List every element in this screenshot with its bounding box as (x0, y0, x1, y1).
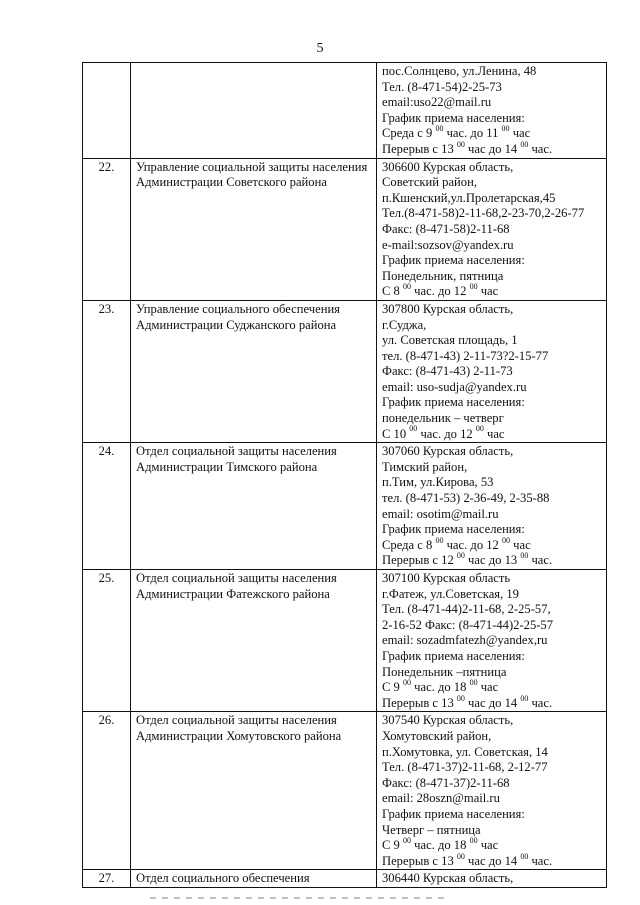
contact-line: 2-16-52 Факс: (8-471-44)2-25-57 (382, 617, 554, 632)
contact-line: email: sozadmfatezh@yandex,ru (382, 633, 548, 648)
table-row (83, 300, 607, 442)
institution-name: Отдел социальной защиты населения Администрации Хомутовского района (131, 712, 377, 870)
institution-name: Управление социального обеспечения Администрации Суджанского района (131, 300, 377, 442)
contact-line: График приема населения: (382, 395, 525, 410)
row-number: 25. (83, 570, 131, 712)
row-number: 24. (83, 443, 131, 570)
contact-info (377, 63, 607, 159)
row-number: 22. (83, 158, 131, 300)
contact-line: Понедельник, пятница (382, 268, 504, 283)
contact-line: График приема населения: (382, 253, 525, 268)
institution-name: Отдел социальной защиты населения Администрации Фатежского района (131, 570, 377, 712)
contact-line: Тимский район, (382, 459, 468, 474)
row-number (83, 63, 131, 159)
row-number: 23. (83, 300, 131, 442)
contact-line: Среда с 8 $^{00}$ час. до 12 $^{00}$ час (382, 535, 531, 552)
contact-line: тел. (8-471-53) 2-36-49, 2-35-88 (382, 491, 550, 506)
contact-line: График приема населения: (382, 110, 525, 125)
contact-info (377, 300, 607, 442)
contact-line: Тел. (8-471-44)2-11-68, 2-25-57, (382, 602, 551, 617)
contact-line: пос.Солнцево, ул.Ленина, 48 (382, 64, 537, 78)
contact-line: С 9 $^{00}$ час. до 18 $^{00}$ час (382, 677, 499, 695)
contact-info (377, 443, 607, 570)
contact-line: Факс: (8-471-37)2-11-68 (382, 775, 510, 790)
contact-info (377, 570, 607, 712)
row-number: 27. (83, 870, 131, 888)
contact-line: Четверг – пятница (382, 822, 481, 837)
contact-line: Советский район, (382, 175, 477, 190)
contact-line: Среда с 9 $^{00}$ час. до 11 $^{00}$ час (382, 124, 531, 141)
institution-name: Управление социальной защиты населения Администрации Советского района (131, 158, 377, 300)
contact-line: п.Кшенский,ул.Пролетарская,45 (382, 190, 556, 205)
contact-line: Перерыв с 12 $^{00}$ час до 13 $^{00}$ час. (382, 551, 553, 568)
contact-line: п.Хомутовка, ул. Советская, 14 (382, 744, 548, 759)
contact-line: email: uso-sudja@yandex.ru (382, 379, 527, 394)
contact-line: График приема населения: (382, 806, 525, 821)
contact-line: Факс: (8-471-58)2-11-68 (382, 221, 510, 236)
contact-info (377, 870, 607, 888)
contact-line: 307540 Курская область, (382, 713, 514, 728)
contact-line: г.Фатеж, ул.Советская, 19 (382, 586, 519, 601)
row-number: 26. (83, 712, 131, 870)
contact-line: ул. Советская площадь, 1 (382, 333, 518, 348)
table-row (83, 570, 607, 712)
contact-line: Тел. (8-471-54)2-25-73 (382, 79, 502, 94)
contact-line: понедельник – четверг (382, 411, 504, 426)
table-row (83, 870, 607, 888)
contact-line: Факс: (8-471-43) 2-11-73 (382, 364, 513, 379)
contact-line: Перерыв с 13 $^{00}$ час до 14 $^{00}$ час. (382, 851, 553, 868)
contact-line: Перерыв с 13 $^{00}$ час до 14 $^{00}$ час. (382, 139, 553, 156)
contact-line: email: osotim@mail.ru (382, 506, 499, 521)
contact-line: Понедельник –пятница (382, 664, 507, 679)
contact-line: Хомутовский район, (382, 728, 492, 743)
contact-line: С 9 $^{00}$ час. до 18 $^{00}$ час (382, 835, 499, 853)
institution-name: Отдел социального обеспечения (131, 870, 377, 888)
contact-line: График приема населения: (382, 648, 525, 663)
table-row (83, 158, 607, 300)
institution-name (131, 63, 377, 159)
contact-line: С 10 $^{00}$ час. до 12 $^{00}$ час (382, 424, 505, 441)
page-number: 5 (316, 41, 324, 56)
contact-line: 307060 Курская область, (382, 444, 514, 459)
contact-line: 307800 Курская область, (382, 301, 514, 316)
institutions-table (82, 62, 607, 888)
scan-artifact (150, 897, 450, 899)
contact-line: 306440 Курская область, (382, 871, 514, 886)
contact-line: e-mail:sozsov@yandex.ru (382, 237, 514, 252)
contact-line: Перерыв с 13 $^{00}$ час до 14 $^{00}$ час. (382, 693, 553, 710)
table-row (83, 443, 607, 570)
table-row (83, 63, 607, 159)
contact-line: тел. (8-471-43) 2-11-73?2-15-77 (382, 348, 549, 363)
contact-line: С 8 $^{00}$ час. до 12 $^{00}$ час (382, 282, 499, 299)
contact-info (377, 158, 607, 300)
contact-line: п.Тим, ул.Кирова, 53 (382, 475, 494, 490)
institution-name: Отдел социальной защиты населения Администрации Тимского района (131, 443, 377, 570)
contact-line: 306600 Курская область, (382, 159, 514, 174)
contact-line: email:uso22@mail.ru (382, 95, 492, 110)
contact-line: График приема населения: (382, 522, 525, 537)
table-body (83, 63, 607, 888)
contact-line: Тел. (8-471-37)2-11-68, 2-12-77 (382, 760, 548, 775)
contact-line: email: 28oszn@mail.ru (382, 791, 500, 806)
contact-info (377, 712, 607, 870)
contact-line: г.Суджа, (382, 317, 427, 332)
contact-line: 307100 Курская область (382, 571, 511, 585)
contact-line: Тел.(8-471-58)2-11-68,2-23-70,2-26-77 (382, 206, 585, 221)
table-row (83, 712, 607, 870)
